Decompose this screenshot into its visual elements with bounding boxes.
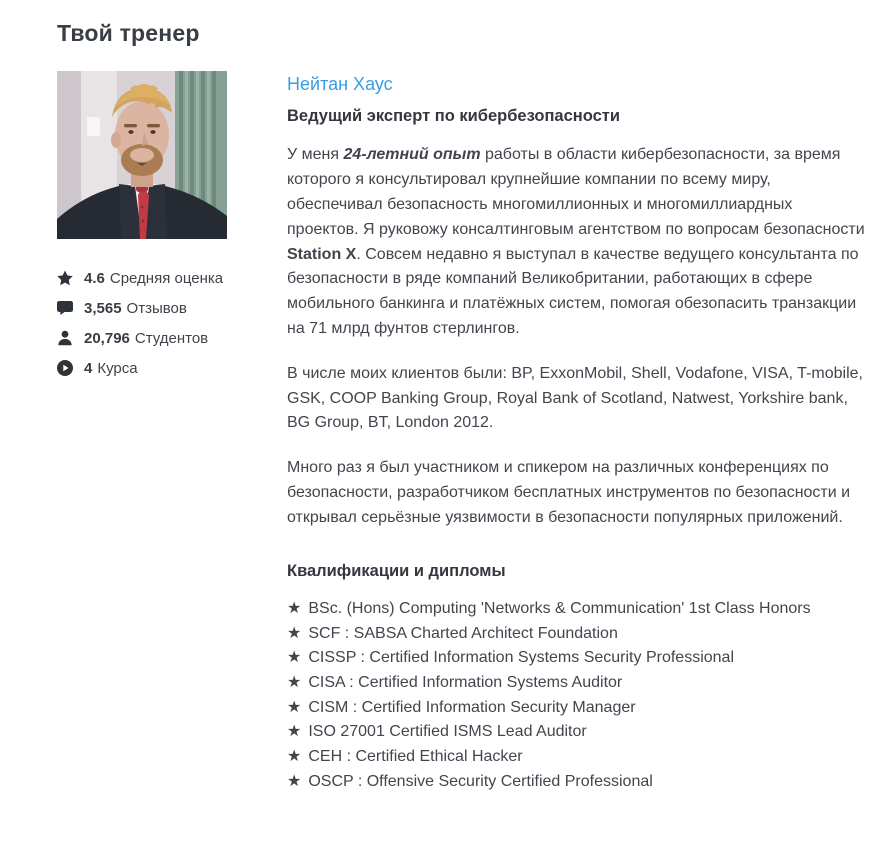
stat-value: 4.6: [84, 269, 105, 287]
instructor-bio-text: [287, 143, 865, 530]
bio-paragraph-2: В числе моих клиентов были: BP, ExxonMobil, Shell, Vodafone, VISA, T-mobile, GSK, COOP Banking Group, Royal Bank of Scotland, Natwest, Yorkshire bank, BG Group, BT, London 2012.: [287, 364, 863, 432]
instructor-stats: [57, 263, 227, 383]
star-icon: [57, 270, 73, 286]
instructor-name-link[interactable]: Нейтан Хаус: [287, 74, 393, 94]
stat-label: Средняя оценка: [109, 269, 224, 287]
star-bullet-icon: ★: [287, 698, 302, 716]
company-highlight: Station X: [287, 245, 357, 263]
bio-paragraph-3: Много раз я был участником и спикером на различных конференциях по безопасности, разработчиком бесплатных инструментов по безопасности и открывал серьёзные уязвимости в безопасности популярных приложений.: [287, 459, 851, 526]
bio-paragraph-1: У меня 24-летний опыт работы в области кибербезопасности, за время которого я консультировал крупнейшие компании по всему миру, обеспечивал безопасность многомиллионных и многомиллиардных проектов. Я руковожу консалтинговым агентством по вопросам безопасности Station X. Совсем недавно я выступал в качестве ведущего консультанта по безопасности в ряде компаний Великобритании, работающих в сфере мобильного банкинга и платёжных систем, помогая обезопасить транзакции на 71 млрд фунтов стерлингов.: [287, 146, 865, 338]
play-icon: [57, 360, 73, 376]
instructor-photo[interactable]: [57, 71, 227, 239]
star-bullet-icon: ★: [287, 674, 302, 692]
experience-highlight: 24-летний опыт: [343, 146, 481, 164]
star-bullet-icon: ★: [287, 723, 302, 741]
star-bullet-icon: ★: [287, 747, 302, 765]
stat-reviews: [57, 293, 227, 323]
qualification-item: ★ ISO 27001 Certified ISMS Lead Auditor: [287, 723, 587, 741]
stat-courses: [57, 353, 227, 383]
star-bullet-icon: ★: [287, 649, 302, 667]
qualification-item: ★ BSc. (Hons) Computing 'Networks & Communication' 1st Class Honors: [287, 600, 811, 618]
stat-value: 4: [84, 359, 93, 377]
qualification-item: ★ SCF : SABSA Charted Architect Foundation: [287, 624, 618, 642]
user-icon: [57, 330, 73, 346]
stat-label: Отзывов: [126, 299, 187, 317]
star-bullet-icon: ★: [287, 624, 302, 642]
instructor-left-column: [57, 71, 227, 383]
stat-value: 3,565: [84, 299, 122, 317]
qualifications-heading: Квалификации и дипломы: [287, 561, 506, 580]
qualification-item: ★ CISSP : Certified Information Systems Security Professional: [287, 649, 734, 667]
qualifications-list: [287, 597, 865, 794]
comment-icon: [57, 300, 73, 316]
stat-value: 20,796: [84, 329, 130, 347]
qualification-item: ★ CEH : Certified Ethical Hacker: [287, 747, 523, 765]
star-bullet-icon: ★: [287, 772, 302, 790]
instructor-bio-column: [287, 71, 865, 794]
qualification-item: ★ CISM : Certified Information Security Manager: [287, 698, 636, 716]
stat-label: Курса: [97, 359, 138, 377]
portrait-image: [57, 71, 227, 239]
instructor-title: Ведущий эксперт по кибербезопасности: [287, 106, 620, 125]
qualification-item: ★ OSCP : Offensive Security Certified Professional: [287, 772, 653, 790]
stat-students: [57, 323, 227, 353]
star-bullet-icon: ★: [287, 600, 302, 618]
stat-average-rating: [57, 263, 227, 293]
section-title: Твой тренер: [57, 20, 200, 46]
qualification-item: ★ CISA : Certified Information Systems Auditor: [287, 674, 623, 692]
stat-label: Студентов: [134, 329, 209, 347]
